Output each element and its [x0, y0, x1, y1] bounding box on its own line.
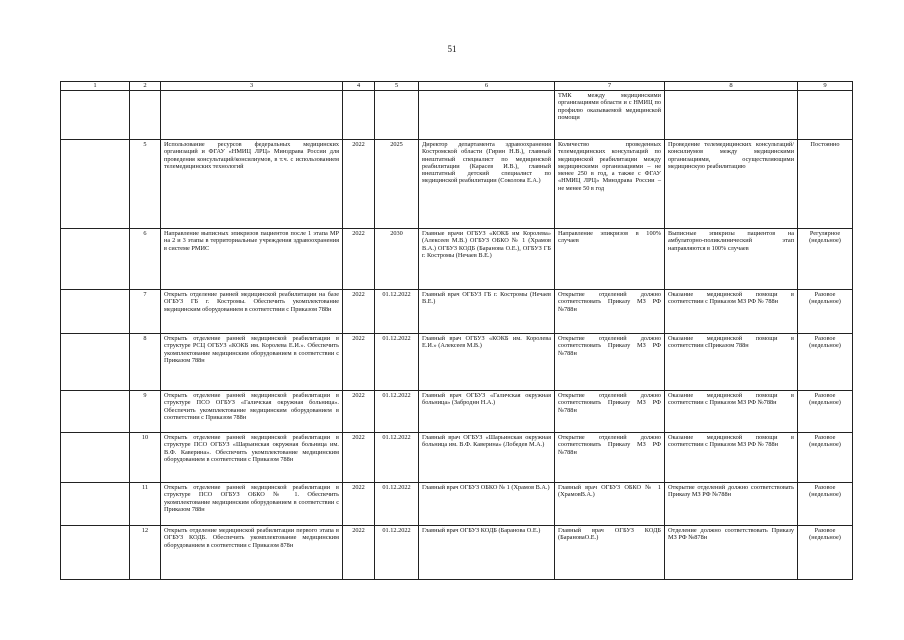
measure-cell: Использование ресурсов федеральных медицинских организаций и ФГАУ «НМИЦ ЛРЦ» Минздрава России для проведения консультаций/консилиумов, в т.ч. с использованием телемедицинских технологий — [161, 140, 343, 229]
end-date-cell: 01.12.2022 — [375, 483, 419, 526]
row-number-cell: 12 — [130, 526, 161, 580]
start-year-cell: 2022 — [343, 140, 375, 229]
start-year-cell: 2022 — [343, 526, 375, 580]
period-cell — [798, 91, 853, 140]
start-year-cell: 2022 — [343, 334, 375, 391]
end-date-cell: 01.12.2022 — [375, 290, 419, 334]
period-cell: Разовое (недельное) — [798, 526, 853, 580]
empty-cell — [61, 334, 130, 391]
empty-cell — [61, 433, 130, 483]
empty-cell — [61, 526, 130, 580]
row-number-cell: 7 — [130, 290, 161, 334]
start-year-cell — [343, 91, 375, 140]
result-cell: Выписные эпикризы пациентов на амбулаторно-поликлинический этап направляются в 100% случаев — [665, 229, 798, 290]
end-date-cell: 2030 — [375, 229, 419, 290]
indicator-cell: Количество проведенных телемедицинских консультаций по медицинской реабилитации между медицинскими организациями – не менее 250 в год, а также с ФГАУ «НМИЦ ЛРЦ» Минздрава России – не менее 50 в год — [555, 140, 665, 229]
responsible-cell: Главный врач ОГБУЗ «Галичская окружная больница» (Заброднн Н.А.) — [419, 391, 555, 433]
indicator-cell: ТМК между медицинскими организациями области и с НМИЦ по профилю оказываемой медицинской помощи — [555, 91, 665, 140]
header-cell: 4 — [343, 82, 375, 91]
header-cell: 5 — [375, 82, 419, 91]
table-row — [61, 483, 853, 526]
header-cell: 3 — [161, 82, 343, 91]
empty-cell — [61, 91, 130, 140]
row-number-cell — [130, 91, 161, 140]
empty-cell — [61, 140, 130, 229]
measure-cell: Открыть отделение ранней медицинской реабилитации в структуре ПСО ОГБУЗ ОБКО № 1. Обеспечить укомплектование медицинским оборудованием в соответствии с Приказом 788н — [161, 483, 343, 526]
header-cell: 9 — [798, 82, 853, 91]
header-cell: 2 — [130, 82, 161, 91]
responsible-cell: Главный врач ОГБУЗ КОДБ (Баранова О.Е.) — [419, 526, 555, 580]
table-row — [61, 290, 853, 334]
page-number: 51 — [447, 44, 457, 54]
period-cell: Разовое (недельное) — [798, 483, 853, 526]
table-row — [61, 229, 853, 290]
indicator-cell: Главный врач ОГБУЗ ОБКО № 1 (ХрамовВ.А.) — [555, 483, 665, 526]
responsible-cell: Главный врач ОГБУЗ ГБ г. Костромы (Нечаев В.Е.) — [419, 290, 555, 334]
result-cell: Отделение должно соответствовать Приказу МЗ РФ №878н — [665, 526, 798, 580]
empty-cell — [61, 229, 130, 290]
header-cell: 7 — [555, 82, 665, 91]
responsible-cell: Главный врач ОГБУЗ «Шарьинская окружная больница им. В.Ф. Каверина» (Лобедев М.А.) — [419, 433, 555, 483]
row-number-cell: 10 — [130, 433, 161, 483]
table-row — [61, 433, 853, 483]
empty-cell — [61, 483, 130, 526]
start-year-cell: 2022 — [343, 290, 375, 334]
measure-cell: Открыть отделение ранней медицинской реабилитации на базе ОГБУЗ ГБ г. Костромы. Обеспечить укомплектование медицинским оборудованием в соответствии с Приказом 788н — [161, 290, 343, 334]
start-year-cell: 2022 — [343, 391, 375, 433]
table-row — [61, 391, 853, 433]
result-cell: Оказание медицинской помощи в соответствии с Приказом МЗ РФ № 788н — [665, 290, 798, 334]
row-number-cell: 5 — [130, 140, 161, 229]
start-year-cell: 2022 — [343, 483, 375, 526]
responsible-cell — [419, 91, 555, 140]
result-cell: Открытие отделений должно соответствовать Приказу МЗ РФ №788н — [665, 483, 798, 526]
end-date-cell: 01.12.2022 — [375, 433, 419, 483]
plan-table — [60, 81, 853, 580]
measure-cell: Открыть отделение медицинской реабилитации первого этапа в ОГБУЗ КОДБ. Обеспечить укомплектование медицинским оборудованием в соответствии с Приказом 878н — [161, 526, 343, 580]
result-cell: Оказание медицинской помощи в соответствии с Приказом МЗ РФ № 788н — [665, 433, 798, 483]
empty-cell — [61, 290, 130, 334]
result-cell — [665, 91, 798, 140]
end-date-cell — [375, 91, 419, 140]
measure-cell — [161, 91, 343, 140]
empty-cell — [61, 391, 130, 433]
period-cell: Разовое (недельное) — [798, 290, 853, 334]
result-cell: Оказание медицинской помощи в соответствии сПриказом 788н — [665, 334, 798, 391]
period-cell: Разовое (недельное) — [798, 433, 853, 483]
start-year-cell: 2022 — [343, 433, 375, 483]
row-number-cell: 8 — [130, 334, 161, 391]
header-cell: 8 — [665, 82, 798, 91]
indicator-cell: Главный врач ОГБУЗ КОДБ (БарановаО.Е.) — [555, 526, 665, 580]
responsible-cell: Главный врач ОГБУЗ «КОКБ им. Королева Е.И.» (Алексеев М.В.) — [419, 334, 555, 391]
measure-cell: Открыть отделение ранней медицинской реабилитации в структуре РСЦ ОГБУЗ «КОКБ им. Королева Е.И.». Обеспечить укомплектование медицинским оборудованием в соответствии с Приказом 788н — [161, 334, 343, 391]
responsible-cell: Директор департамента здравоохранения Костромской области (Гирин Н.В.), главный внештатный специалист по медицинской реабилитации (Карасев И.В.), главный внештатный детский специалист по медицинской реабилитации (Соколова Е.А.) — [419, 140, 555, 229]
period-cell: Разовое (недельное) — [798, 334, 853, 391]
responsible-cell: Главные врачи ОГБУЗ «КОКБ им Королева» (Алексеев М.В.) ОГБУЗ ОБКО № 1 (Храмов В.А.) ОГБУЗ КОДБ (Баранова О.Е.), ОГБУЗ ГБ г. Костромы (Нечаев В.Е.) — [419, 229, 555, 290]
row-number-cell: 6 — [130, 229, 161, 290]
indicator-cell: Открытие отделений должно соответствовать Приказу МЗ РФ №788н — [555, 433, 665, 483]
indicator-cell: Открытие отделений должно соответствовать Приказу МЗ РФ №788н — [555, 391, 665, 433]
row-number-cell: 9 — [130, 391, 161, 433]
header-cell: 6 — [419, 82, 555, 91]
indicator-cell: Направление эпикризов в 100% случаев — [555, 229, 665, 290]
indicator-cell: Открытие отделений должно соответствовать Приказу МЗ РФ №788н — [555, 334, 665, 391]
row-number-cell: 11 — [130, 483, 161, 526]
measure-cell: Направление выписных эпикризов пациентов после 1 этапа МР на 2 и 3 этапы в территориальные учреждения здравоохранения в системе РМИС — [161, 229, 343, 290]
responsible-cell: Главный врач ОГБУЗ ОБКО № 1 (Храмов В.А.) — [419, 483, 555, 526]
column-number-header-row — [61, 82, 853, 91]
end-date-cell: 2025 — [375, 140, 419, 229]
result-cell: Проведение телемедицинских консультаций/консилиумов между медицинскими организациями, осуществляющими медицинскую реабилитацию — [665, 140, 798, 229]
table-row — [61, 91, 853, 140]
period-cell: Постоянно — [798, 140, 853, 229]
result-cell: Оказание медицинской помощи в соответствии с Приказом МЗ РФ №788н — [665, 391, 798, 433]
header-cell: 1 — [61, 82, 130, 91]
table-row — [61, 526, 853, 580]
indicator-cell: Открытие отделений должно соответствовать Приказу МЗ РФ №788н — [555, 290, 665, 334]
table-row — [61, 334, 853, 391]
period-cell: Регулярное (недельное) — [798, 229, 853, 290]
start-year-cell: 2022 — [343, 229, 375, 290]
end-date-cell: 01.12.2022 — [375, 334, 419, 391]
table-row — [61, 140, 853, 229]
end-date-cell: 01.12.2022 — [375, 526, 419, 580]
measure-cell: Открыть отделение ранней медицинской реабилитации в структуре ПСО ОГБУЗ «Шарьинская окружная больница им. В.Ф. Каверина». Обеспечить укомплектование медицинским оборудованием в соответствии с Приказом 788н — [161, 433, 343, 483]
measure-cell: Открыть отделение ранней медицинской реабилитации в структуре ПСО ОГБУЗ «Галичская окружная больница». Обеспечить укомплектование медицинским оборудованием в соответствии с Приказом 788н — [161, 391, 343, 433]
period-cell: Разовое (недельное) — [798, 391, 853, 433]
end-date-cell: 01.12.2022 — [375, 391, 419, 433]
